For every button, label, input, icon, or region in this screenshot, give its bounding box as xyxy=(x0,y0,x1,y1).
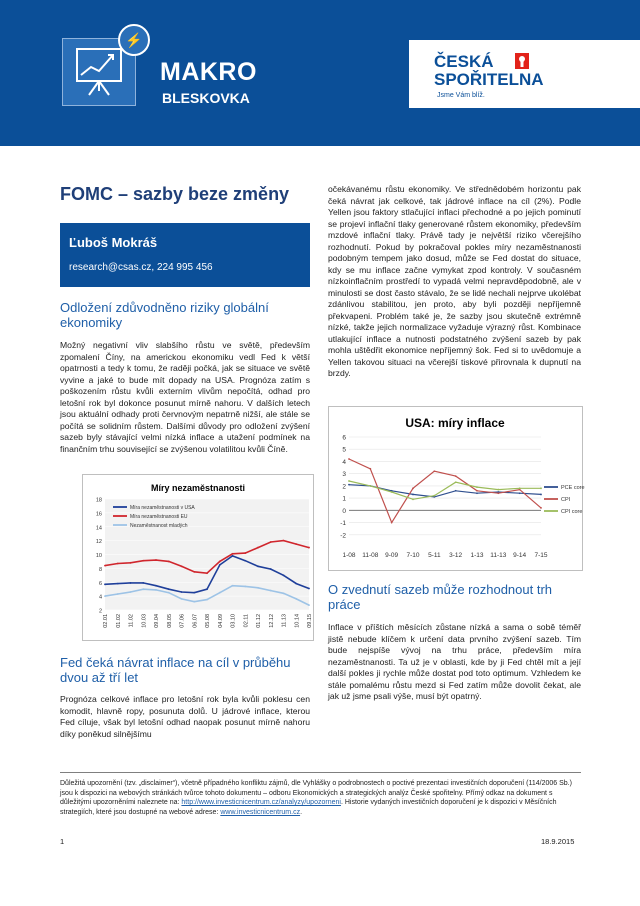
x-tick-label: 7-10 xyxy=(406,552,420,559)
y-tick-label: 6 xyxy=(98,580,102,587)
article-title: FOMC – sazby beze změny xyxy=(60,184,290,204)
data-point xyxy=(476,492,478,494)
data-point xyxy=(155,589,157,591)
header-banner xyxy=(0,0,640,146)
brand-logo-icon xyxy=(515,53,529,69)
author-contact[interactable]: research@csas.cz, 224 995 456 xyxy=(69,262,213,273)
lightning-icon: ⚡ xyxy=(118,24,150,56)
data-point xyxy=(219,564,221,566)
data-point xyxy=(391,522,393,524)
x-tick-label: 04.09 xyxy=(217,614,224,628)
section-heading-2: Fed čeká návrat inflace na cíl v průběhu dvou až tří let xyxy=(60,655,291,685)
y-tick-label: 5 xyxy=(342,446,346,454)
x-tick-label: 10.03 xyxy=(141,614,148,628)
disclaimer-text-2: . Historie vydaných investičních doporučení je k dispozici v Měsíčních strategiích, které jsou dostupné na webové adrese: xyxy=(60,799,557,816)
data-point xyxy=(455,490,457,492)
unemployment-chart xyxy=(82,474,314,641)
x-tick-label: 3-12 xyxy=(449,552,463,559)
section-body-right-1: očekávanému růstu ekonomiky. Ve střednědobém horizontu pak čeká návrat jak celkové, tak jádrové inflace na cíl (2%). Podle Yellen jsou faktory stlačující inflaci přechodné a po jejich pominutí se projeví inflační tlaky generované růstem ekonomiky, především mzdové inflační tlaky. Právě tady je největší riziko včerejšího rozhodnutí. Pokud by pokračoval pokles míry nezaměstnanosti podobným tempem jako dosud, může se Fed dostat do situace, kdy se mu inflace začne vymykat zpod kontroly. V současném nízkoinflačním prostředí to vypadá velmi nepravděpodobně, ale v minulosti se dost často stávalo, že se lidé nechali nejprve ukolébat zdánlivou stabilitou, jen proto, aby byli později nepříjemně překvapeni. Problém také je, že sazby jsou skutečně extrémně nízké, takže jejich normalizace vyžaduje výrazný růst. Kombinace utlakující inflace a nutnosti podstatného zvýšení sazeb by pak mohla uštědřit ekonomice nepříjemný šok. Fed si to uvědomuje a Yellen takovou situaci na včerejší tiskové přirovnala k dupnutí na brzdy. xyxy=(328,184,581,378)
data-point xyxy=(244,552,246,554)
section-body-2: Prognóza celkové inflace pro letošní rok byla kvůli poklesu cen komodit, hlavně ropy, posunuta dolů. U jádrové inflace, kterou Fed cíluje, však byl letošní odhad naopak posunut mírně nahoru díky poněkud silnějšímu xyxy=(60,694,310,739)
data-point xyxy=(168,561,170,563)
data-point xyxy=(232,585,234,587)
legend-label: CPI core xyxy=(561,509,583,515)
data-point xyxy=(476,490,478,492)
y-tick-label: 6 xyxy=(342,434,346,442)
disclaimer-text-1: Důležitá upozornění (tzv. „disclaimer“), včetně případného konfliktu zájmů, dle Vyhlášky o podrobnostech o poctivé prezentaci investičních doporučení (114/2006 Sb.) jsou k dispozici na webových stránkách tvůrce tohoto dokumentu – odboru Ekonomických a strategických analýz České spořitelny. Přímý odkaz na dokument s důležitými upozorněními naleznete na: xyxy=(60,780,572,806)
data-point xyxy=(232,553,234,555)
section-heading-right-2: O zvednutí sazeb může rozhodnout trh práce xyxy=(328,582,553,612)
data-point xyxy=(295,543,297,545)
data-point xyxy=(257,587,259,589)
data-point xyxy=(412,487,414,489)
x-tick-label: 05.08 xyxy=(205,614,211,628)
y-tick-label: 4 xyxy=(342,458,346,466)
data-point xyxy=(369,485,371,487)
x-tick-label: 08.05 xyxy=(166,614,173,628)
data-point xyxy=(181,598,183,600)
y-tick-label: 10 xyxy=(95,553,102,559)
legend-label: Míra nezaměstnanosti EU xyxy=(130,514,188,520)
data-point xyxy=(104,565,106,567)
data-point xyxy=(348,480,350,482)
data-point xyxy=(219,561,221,563)
y-tick-label: 1 xyxy=(342,495,346,503)
data-point xyxy=(232,555,234,557)
publication-subtitle: BLESKOVKA xyxy=(162,90,250,106)
x-tick-label: 06.07 xyxy=(192,614,199,628)
x-tick-label: 02.01 xyxy=(103,614,109,628)
data-point xyxy=(142,588,144,590)
data-point xyxy=(206,588,208,590)
x-tick-label: 11-08 xyxy=(362,552,379,559)
data-point xyxy=(348,484,350,486)
data-point xyxy=(130,591,132,593)
data-point xyxy=(155,559,157,561)
disclaimer-text-3: . xyxy=(300,808,303,816)
disclaimer-link[interactable]: http://www.investicnicentrum.cz/analyzy/upozorneni xyxy=(181,799,341,806)
x-tick-label: 5-11 xyxy=(428,552,441,559)
data-point xyxy=(104,595,106,597)
data-point xyxy=(455,481,457,483)
page-number: 1 xyxy=(60,837,65,846)
disclaimer xyxy=(60,779,581,817)
legend-label: Nezaměstnanost mladých xyxy=(130,523,188,529)
brand-name-line2: SPOŘITELNA xyxy=(434,70,544,89)
data-point xyxy=(193,571,195,573)
x-tick-label: 1-08 xyxy=(342,552,356,559)
y-tick-label: 18 xyxy=(95,497,102,504)
legend-label: Míra nezaměstnanosti v USA xyxy=(130,505,195,511)
data-point xyxy=(244,586,246,588)
section-heading-1: Odložení zdůvodněno riziky globální ekonomiky xyxy=(60,300,269,330)
x-tick-label: 9-09 xyxy=(385,552,399,559)
data-point xyxy=(155,585,157,587)
data-point xyxy=(540,487,542,489)
data-point xyxy=(295,583,297,585)
data-point xyxy=(412,494,414,496)
data-point xyxy=(519,492,521,494)
data-point xyxy=(308,547,310,549)
y-tick-label: 4 xyxy=(98,594,102,601)
data-point xyxy=(270,541,272,543)
brand-name-line1: ČESKÁ xyxy=(434,52,494,71)
data-point xyxy=(308,604,310,606)
x-tick-label: 10.14 xyxy=(294,614,301,628)
data-point xyxy=(130,562,132,564)
data-point xyxy=(308,588,310,590)
inflation-chart-svg xyxy=(329,407,585,570)
data-point xyxy=(193,592,195,594)
x-tick-label: 7-15 xyxy=(534,552,548,559)
x-tick-label: 01.02 xyxy=(115,614,122,628)
x-tick-label: 12.12 xyxy=(268,614,275,628)
y-tick-label: 16 xyxy=(95,511,102,518)
x-tick-label: 07.06 xyxy=(179,614,186,628)
data-point xyxy=(130,582,132,584)
data-point xyxy=(117,593,119,595)
data-point xyxy=(433,495,435,497)
data-point xyxy=(270,590,272,592)
y-tick-label: 14 xyxy=(95,525,102,532)
data-point xyxy=(369,468,371,470)
x-tick-label: 9-14 xyxy=(513,552,527,559)
y-tick-label: -2 xyxy=(340,532,346,540)
author-name: Ľuboš Mokráš xyxy=(69,235,158,250)
data-point xyxy=(283,592,285,594)
data-point xyxy=(540,494,542,496)
y-tick-label: 3 xyxy=(342,471,346,479)
data-point xyxy=(295,598,297,600)
x-tick-label: 03.10 xyxy=(230,614,237,628)
inflation-chart xyxy=(328,406,583,571)
data-point xyxy=(540,507,542,509)
data-point xyxy=(168,592,170,594)
data-point xyxy=(142,582,144,584)
data-point xyxy=(476,486,478,488)
data-point xyxy=(168,588,170,590)
data-point xyxy=(142,560,144,562)
x-tick-label: 09.15 xyxy=(307,614,313,628)
section-body-right-2: Inflace v příštích měsících zůstane nízká a sama o sobě téměř jistě nebude klíčem k určení data prvního zvýšení sazeb. Tím bude nejspíše vývoj na trhu práce, především míra nezaměstnanosti. Ta už je v oblasti, kde by ji Fed chtěl mít a její další pokles ji rychle může dostat pod toto optimum. Vzhledem ke stále pomalému růstu mezd si Fed zatím může dovolit čekat, ale jak už jsme psali výše, musí být opatrný. xyxy=(328,622,581,701)
data-point xyxy=(497,489,499,491)
chart-title: USA: míry inflace xyxy=(405,416,505,430)
y-tick-label: 2 xyxy=(342,483,346,491)
data-point xyxy=(117,563,119,565)
data-point xyxy=(206,572,208,574)
x-tick-label: 11.13 xyxy=(281,614,288,628)
y-tick-label: 2 xyxy=(98,608,102,615)
y-tick-label: 0 xyxy=(342,507,346,515)
y-tick-label: 12 xyxy=(95,539,102,546)
data-point xyxy=(244,560,246,562)
data-point xyxy=(348,458,350,460)
data-point xyxy=(206,599,208,601)
x-tick-label: 11.02 xyxy=(128,614,135,628)
data-point xyxy=(519,487,521,489)
brand-tagline: Jsme Vám blíž. xyxy=(437,92,485,99)
data-point xyxy=(497,492,499,494)
data-point xyxy=(104,583,106,585)
publication-title: MAKRO xyxy=(160,58,257,86)
data-point xyxy=(391,491,393,493)
y-tick-label: 8 xyxy=(98,566,102,573)
y-tick-label: -1 xyxy=(340,520,346,528)
data-point xyxy=(455,475,457,477)
author-box xyxy=(60,223,310,287)
data-point xyxy=(219,592,221,594)
data-point xyxy=(193,601,195,603)
chart-title: Míry nezaměstnanosti xyxy=(150,483,246,493)
x-tick-label: 09.04 xyxy=(154,614,160,628)
x-tick-label: 02.11 xyxy=(243,614,250,628)
data-point xyxy=(270,568,272,570)
data-point xyxy=(181,591,183,593)
x-tick-label: 01.12 xyxy=(256,614,262,628)
data-point xyxy=(181,565,183,567)
brand-logo-box xyxy=(409,40,640,108)
data-point xyxy=(257,565,259,567)
footer-divider xyxy=(60,772,581,773)
data-point xyxy=(433,470,435,472)
legend-label: PCE core xyxy=(561,485,585,491)
legend-label: CPI xyxy=(561,497,571,503)
publication-date: 18.9.2015 xyxy=(541,837,575,846)
plot-area xyxy=(349,437,541,547)
section-body-1: Možný negativní vliv slabšího růstu ve světě, především zpomalení Číny, na americkou ekonomiku vedl Fed k větší opatrnosti a tedy k tomu, že raději počká, jak se situace ve světě vyvine a jaké to bude mít dopady na USA. Prognóza zatím s poškozením růstu kvůli externím vlivům nepočítá, odhad pro letošní rok byl dokonce posunut mírně nahoru. V dalších letech jsou aktuální odhady proti červnovým nepatrně nižší, ale stále se počítá se solidním růstem. Dalšími důvody pro odložení zvýšení sazeb byly stávající velmi nízká inflace a utažení podmínek na finančním trhu související se zvýšenou volatilitou kvůli Číně. xyxy=(60,340,310,454)
data-point xyxy=(283,540,285,542)
data-point xyxy=(283,574,285,576)
data-point xyxy=(412,498,414,500)
investicnicentrum-link[interactable]: www.investicnicentrum.cz xyxy=(220,808,301,816)
data-point xyxy=(257,547,259,549)
data-point xyxy=(117,583,119,585)
x-tick-label: 11-13 xyxy=(490,552,507,559)
x-tick-label: 1-13 xyxy=(470,552,484,559)
unemployment-chart-svg xyxy=(83,475,313,640)
